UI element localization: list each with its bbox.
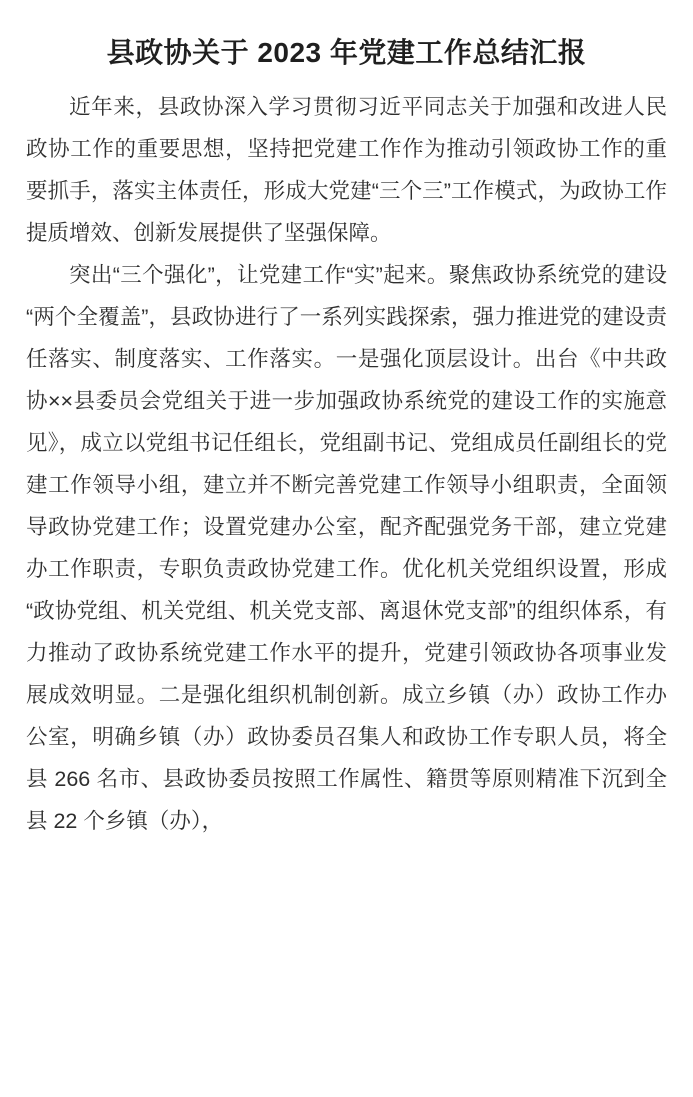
paragraph-2: 突出“三个强化”，让党建工作“实”起来。聚焦政协系统党的建设“两个全覆盖”，县政协进行了一系列实践探索，强力推进党的建设责任落实、制度落实、工作落实。一是强化顶层设计。出台《中共政协××县委员会党组关于进一步加强政协系统党的建设工作的实施意见》，成立以党组书记任组长，党组副书记、党组成员任副组长的党建工作领导小组，建立并不断完善党建工作领导小组职责，全面领导政协党建工作；设置党建办公室，配齐配强党务干部，建立党建办工作职责，专职负责政协党建工作。优化机关党组织设置，形成“政协党组、机关党组、机关党支部、离退休党支部”的组织体系，有力推动了政协系统党建工作水平的提升，党建引领政协各项事业发展成效明显。二是强化组织机制创新。成立乡镇（办）政协工作办公室，明确乡镇（办）政协委员召集人和政协工作专职人员，将全县 266 名市、县政协委员按照工作属性、籍贯等原则精准下沉到全县 22 个乡镇（办），	[26, 262, 667, 833]
page-title: 县政协关于 2023 年党建工作总结汇报	[106, 37, 587, 68]
document-body	[26, 86, 667, 842]
paragraph-1: 近年来，县政协深入学习贯彻习近平同志关于加强和改进人民政协工作的重要思想，坚持把党建工作作为推动引领政协工作的重要抓手，落实主体责任，形成大党建“三个三”工作模式，为政协工作提质增效、创新发展提供了坚强保障。	[26, 94, 667, 245]
